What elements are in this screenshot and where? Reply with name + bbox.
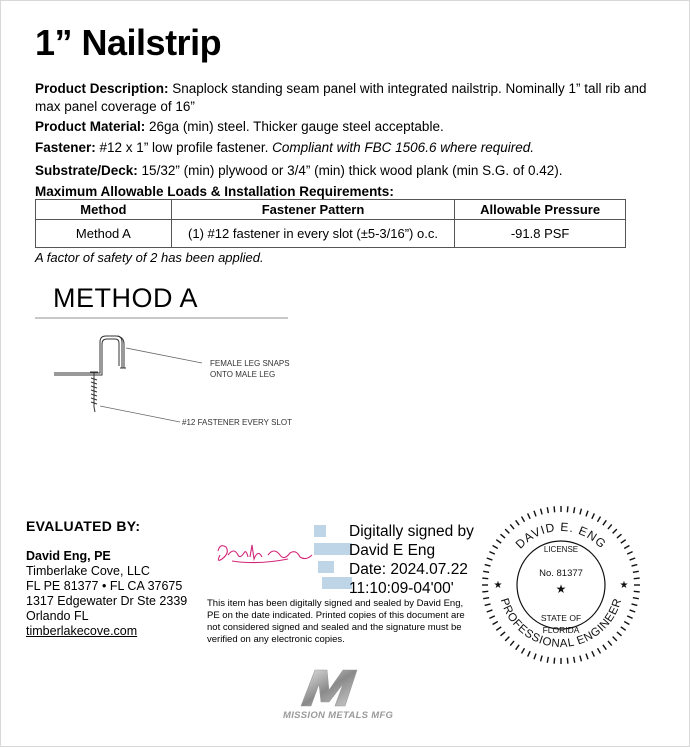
seal-tick (505, 637, 509, 641)
seal-license-label: LICENSE (543, 545, 579, 554)
seal-tick (574, 657, 575, 663)
evaluator-licenses: FL PE 81377 • FL CA 37675 (26, 579, 183, 593)
safety-factor-note: A factor of safety of 2 has been applied. (35, 250, 264, 265)
digital-signature-block (349, 522, 474, 598)
seal-tick (627, 616, 632, 619)
table-header-row (36, 200, 626, 220)
seal-tick (632, 565, 638, 567)
column-header-fastener-pattern: Fastener Pattern (171, 200, 454, 220)
seal-tick (630, 610, 636, 612)
seal-tick (493, 546, 498, 549)
seal-license-number: No. 81377 (539, 568, 583, 579)
signature-graphic (208, 525, 358, 597)
logo-text: MISSION METALS MFG (283, 710, 394, 721)
seal-tick (633, 598, 639, 599)
seal-tick (482, 591, 488, 592)
seal-tick (510, 641, 514, 646)
seal-tick (598, 517, 601, 522)
seal-tick (496, 540, 501, 543)
loads-table (35, 199, 626, 248)
seal-tick (608, 524, 612, 529)
svg-text:PROFESSIONAL ENGINEER (498, 597, 625, 650)
seal-tick (534, 511, 536, 517)
seal-tick (547, 507, 548, 513)
seal-tick (613, 637, 617, 641)
seal-tick (541, 656, 543, 662)
pe-seal (480, 504, 642, 666)
signature-verification-note: This item has been digitally signed and sealed by David Eng, PE on the date indicated. Printed copies of this document are not considered signed and sealed and the signature must be verified on any electronic copies. (207, 598, 465, 645)
product-material-text: 26ga (min) steel. Thicker gauge steel acceptable. (145, 119, 444, 134)
seal-tick (534, 654, 536, 660)
seal-tick (633, 571, 639, 572)
seal-tick (630, 558, 636, 560)
seal-state-line1: STATE OF (540, 613, 582, 623)
seal-tick (487, 610, 493, 612)
table-row (36, 220, 626, 248)
seal-tick (617, 632, 622, 636)
seal-left-star-icon: ★ (493, 580, 503, 591)
product-description-text: Snaplock standing seam panel with integrated nailstrip. Nominally 1” tall rib and max panel coverage of 16” (35, 81, 647, 114)
seal-tick (603, 645, 606, 650)
seal-tick (510, 524, 514, 529)
seal-bottom-text: PROFESSIONAL ENGINEER (497, 596, 625, 651)
seal-tick (592, 513, 595, 518)
seal-tick (624, 622, 629, 625)
handwritten-signature (218, 545, 312, 563)
evaluator-website-link[interactable]: timberlakecove.com (26, 624, 138, 638)
product-material-label: Product Material: (35, 119, 146, 134)
seal-tick (483, 598, 489, 599)
seal-tick (634, 578, 640, 579)
digital-sign-line2: David E Eng (349, 542, 436, 559)
seal-tick (627, 552, 632, 555)
seal-center-star-icon: ★ (555, 582, 567, 596)
seal-tick (632, 604, 638, 606)
panel-profile (54, 336, 126, 375)
seal-tick (482, 578, 488, 579)
seal-tick (554, 658, 555, 664)
seal-tick (489, 552, 494, 555)
seal-tick (487, 558, 493, 560)
seal-tick (617, 534, 622, 538)
seal-tick (608, 641, 612, 646)
fastener-spec (35, 139, 665, 157)
product-description-label: Product Description: (35, 81, 169, 96)
evaluator-address-line1: 1317 Edgewater Dr Ste 2339 (26, 594, 188, 608)
seal-tick (580, 656, 582, 662)
seal-tick (522, 517, 525, 522)
seal-tick (516, 645, 519, 650)
evaluator-company: Timberlake Cove, LLC (26, 564, 150, 578)
seal-tick (516, 520, 519, 525)
seal-tick (586, 654, 588, 660)
seal-tick (483, 571, 489, 572)
seal-tick (567, 658, 568, 664)
substrate-text: 15/32” (min) plywood or 3/4” (min) thick wood plank (min S.G. of 0.42). (137, 163, 563, 178)
seal-top-text: DAVID E. ENG (512, 519, 610, 552)
loads-heading: Maximum Allowable Loads & Installation Requirements: (35, 184, 394, 199)
seal-tick (624, 546, 629, 549)
digital-sign-blocks (314, 525, 352, 589)
seal-tick (493, 622, 498, 625)
cell-allowable-pressure: -91.8 PSF (455, 220, 626, 248)
evaluator-name: David Eng, PE (26, 549, 111, 563)
seal-tick (485, 604, 491, 606)
cell-method: Method A (36, 220, 172, 248)
column-header-method: Method (36, 200, 172, 220)
seal-tick (496, 627, 501, 630)
evaluated-by-heading: EVALUATED BY: (26, 518, 141, 534)
method-title-underline (35, 317, 288, 319)
seal-tick (541, 509, 543, 515)
page-title: 1” Nailstrip (35, 22, 222, 63)
digital-sign-line1: Digitally signed by (349, 523, 474, 540)
callout-fastener: #12 FASTENER EVERY SLOT (182, 418, 292, 427)
product-description (35, 80, 665, 116)
mission-metals-logo (281, 666, 371, 710)
seal-tick (603, 520, 606, 525)
column-header-allowable-pressure: Allowable Pressure (455, 200, 626, 220)
fastener-text: #12 x 1” low profile fastener. (95, 140, 273, 155)
seal-tick (634, 591, 640, 592)
seal-tick (485, 565, 491, 567)
fastener-screw (90, 372, 98, 412)
seal-tick (500, 534, 505, 538)
leader-lines (100, 348, 202, 422)
seal-tick (554, 506, 555, 512)
digital-sign-line3: Date: 2024.07.22 (349, 561, 468, 578)
seal-tick (621, 627, 626, 630)
seal-tick (613, 529, 617, 533)
substrate-spec (35, 162, 665, 180)
seal-tick (522, 648, 525, 653)
fastener-label: Fastener: (35, 140, 96, 155)
seal-tick (592, 651, 595, 656)
seal-tick (580, 509, 582, 515)
product-material (35, 118, 665, 136)
seal-tick (528, 651, 531, 656)
seal-tick (567, 506, 568, 512)
evaluator-address-line2: Orlando FL (26, 609, 89, 623)
seal-tick (505, 529, 509, 533)
callout-female-leg-line1: FEMALE LEG SNAPS (210, 359, 290, 368)
digital-sign-line4: 11:10:09-04'00' (349, 580, 454, 597)
substrate-label: Substrate/Deck: (35, 163, 138, 178)
seal-tick (586, 511, 588, 517)
seam-detail-diagram (40, 332, 340, 432)
cell-fastener-pattern: (1) #12 fastener in every slot (±5-3/16”) o.c. (171, 220, 454, 248)
fastener-compliance: Compliant with FBC 1506.6 where required. (272, 140, 535, 155)
seal-state-line2: FLORIDA (542, 625, 580, 635)
seal-right-star-icon: ★ (619, 580, 629, 591)
seal-tick (621, 540, 626, 543)
evaluator-block (26, 549, 187, 639)
seal-tick (500, 632, 505, 636)
seal-tick (547, 657, 548, 663)
method-a-title: METHOD A (53, 283, 199, 313)
seal-tick (574, 507, 575, 513)
seal-tick (598, 648, 601, 653)
seal-tick (528, 513, 531, 518)
seal-tick (489, 616, 494, 619)
callout-female-leg-line2: ONTO MALE LEG (210, 370, 276, 379)
